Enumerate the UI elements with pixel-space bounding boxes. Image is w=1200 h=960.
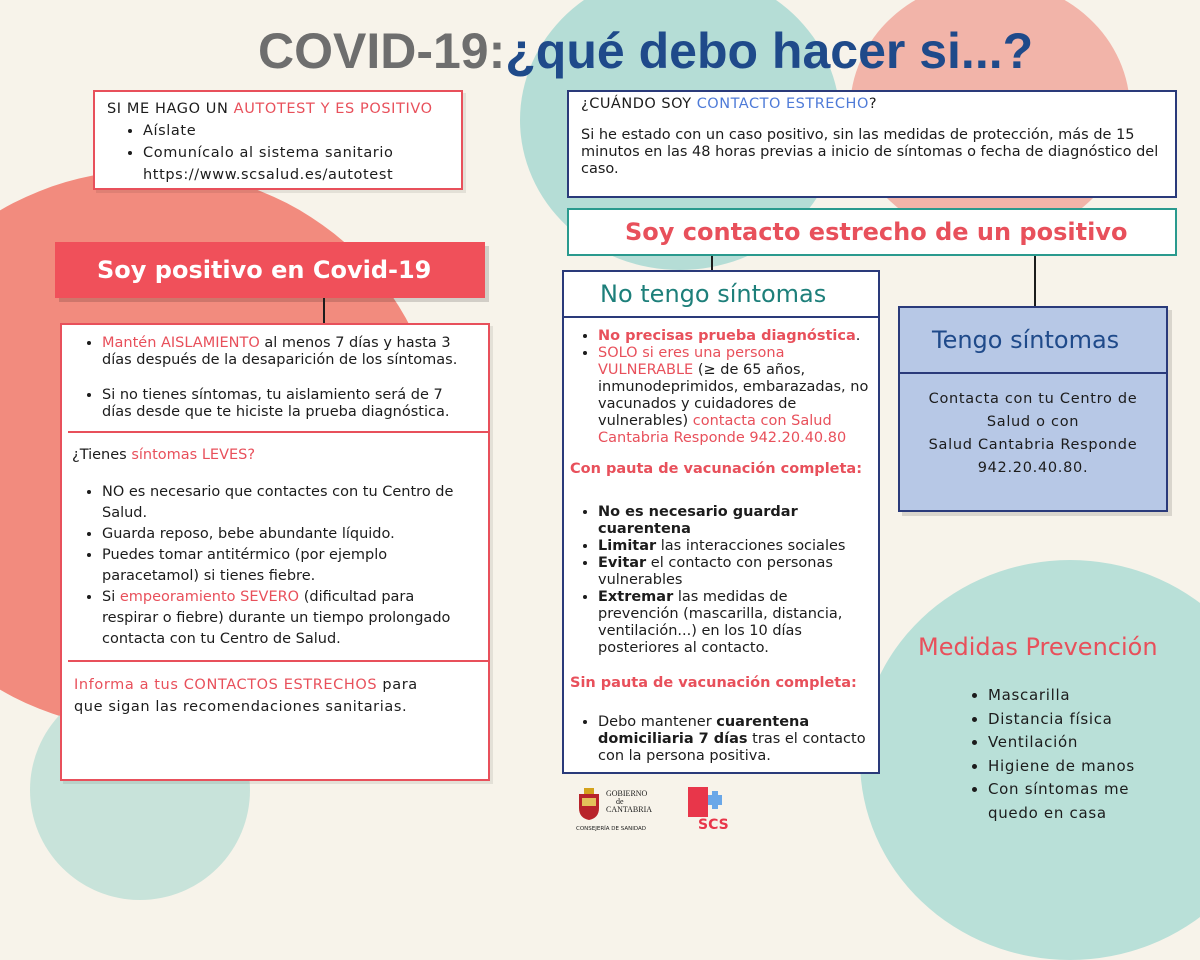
autotest-heading: SI ME HAGO UN AUTOTEST Y ES POSITIVO <box>107 101 433 117</box>
list-item: • Extremar las medidas de prevención (mascarilla, distancia, ventilación...) en los 10 días posteriores al contacto. <box>598 589 872 657</box>
positivo-list <box>72 335 474 421</box>
estrecho-connector-left <box>711 256 713 270</box>
page-title <box>258 18 1118 88</box>
sin-pauta-heading: Sin pauta de vacunación completa: <box>570 675 857 691</box>
gobierno-text: GOBIERNO <box>606 789 648 798</box>
coat-of-arms-icon <box>576 788 602 822</box>
autotest-list <box>107 120 449 164</box>
list-item: • Comunícalo al sistema sanitario <box>143 142 449 164</box>
list-item: • Con síntomas me quedo en casa <box>988 778 1166 825</box>
list-item: • Mascarilla <box>988 684 1166 708</box>
contacto-definition-heading: ¿CUÁNDO SOY CONTACTO ESTRECHO? <box>581 96 878 112</box>
completa-heading: Con pauta de vacunación completa: <box>570 461 863 477</box>
list-item: • SOLO si eres una persona VULNERABLE (≥ de 65 años, inmunodeprimidos, embarazadas, no vacunados y cuidadores de vulnerables) contacta con Salud Cantabria Responde 942.20.40.80 <box>598 345 872 447</box>
con-sintomas-title: Tengo síntomas <box>932 326 1120 354</box>
list-item: • Aíslate <box>143 120 449 142</box>
list-item: • Guarda reposo, bebe abundante líquido. <box>102 524 474 545</box>
list-item: • NO es necesario que contactes con tu Centro de Salud. <box>102 482 474 524</box>
title-blue: ¿qué debo hacer si...? <box>505 23 1034 79</box>
sin-pauta-list <box>570 714 872 765</box>
list-item: • Puedes tomar antitérmico (por ejemplo paracetamol) si tienes fiebre. <box>102 545 474 587</box>
leves-heading: ¿Tienes síntomas LEVES? <box>72 447 256 463</box>
prevencion-list <box>966 684 1166 825</box>
sin-sintomas-title: No tengo síntomas <box>600 280 827 308</box>
divider <box>564 316 878 318</box>
list-item: • Distancia física <box>988 708 1166 732</box>
sin-sintomas-list <box>570 328 872 447</box>
list-item: • No precisas prueba diagnóstica. <box>598 328 872 345</box>
completa-list <box>570 504 872 657</box>
list-item: • Mantén AISLAMIENTO al menos 7 días y hasta 3 días después de la desaparición de los síntomas. <box>102 335 474 369</box>
con-sintomas-text: Contacta con tu Centro de Salud o con Salud Cantabria Responde 942.20.40.80. <box>928 391 1138 476</box>
estrecho-connector-right <box>1034 256 1036 306</box>
divider <box>68 431 488 433</box>
gobierno-logo: GOBIERNO de CANTABRIA CONSEJERÍA DE SANIDAD <box>576 789 653 832</box>
leves-list <box>72 482 474 650</box>
positivo-box <box>60 323 490 781</box>
autotest-box <box>93 90 463 190</box>
contacto-definition-text: Si he estado con un caso positivo, sin las medidas de protección, más de 15 minutos en las 48 horas previas a inicio de síntomas o fecha de diagnóstico del caso. <box>581 127 1159 177</box>
contacto-definition-box <box>567 90 1177 198</box>
scs-logo <box>684 785 730 837</box>
list-item: • Si no tienes síntomas, tu aislamiento será de 7 días desde que te hiciste la prueba diagnóstica. <box>102 387 474 421</box>
autotest-url[interactable]: https://www.scsalud.es/autotest <box>143 167 394 183</box>
list-item: • Limitar las interacciones sociales <box>598 538 872 555</box>
estrecho-banner: Soy contacto estrecho de un positivo <box>567 208 1177 256</box>
divider <box>68 660 488 662</box>
list-item: • No es necesario guardar cuarentena <box>598 504 872 538</box>
list-item: • Higiene de manos <box>988 755 1166 779</box>
positivo-connector <box>323 298 325 324</box>
list-item: • Debo mantener cuarentena domiciliaria 7 días tras el contacto con la persona positiva. <box>598 714 872 765</box>
scs-text: SCS <box>698 817 729 833</box>
list-item: • Evitar el contacto con personas vulnerables <box>598 555 872 589</box>
sin-sintomas-box <box>562 270 880 774</box>
red-cross-icon <box>684 785 730 821</box>
con-sintomas-box <box>898 306 1168 512</box>
prevencion-title: Medidas Prevención <box>918 633 1158 661</box>
list-item: • Ventilación <box>988 731 1166 755</box>
informa-text: Informa a tus CONTACTOS ESTRECHOS para que sigan las recomendaciones sanitarias. <box>74 677 418 715</box>
list-item: • Si empeoramiento SEVERO (dificultad para respirar o fiebre) durante un tiempo prolongado contacta con tu Centro de Salud. <box>102 587 474 650</box>
title-gray: COVID-19: <box>258 23 506 79</box>
consejeria-text: CONSEJERÍA DE SANIDAD <box>576 826 646 832</box>
positivo-banner: Soy positivo en Covid-19 <box>55 242 485 298</box>
